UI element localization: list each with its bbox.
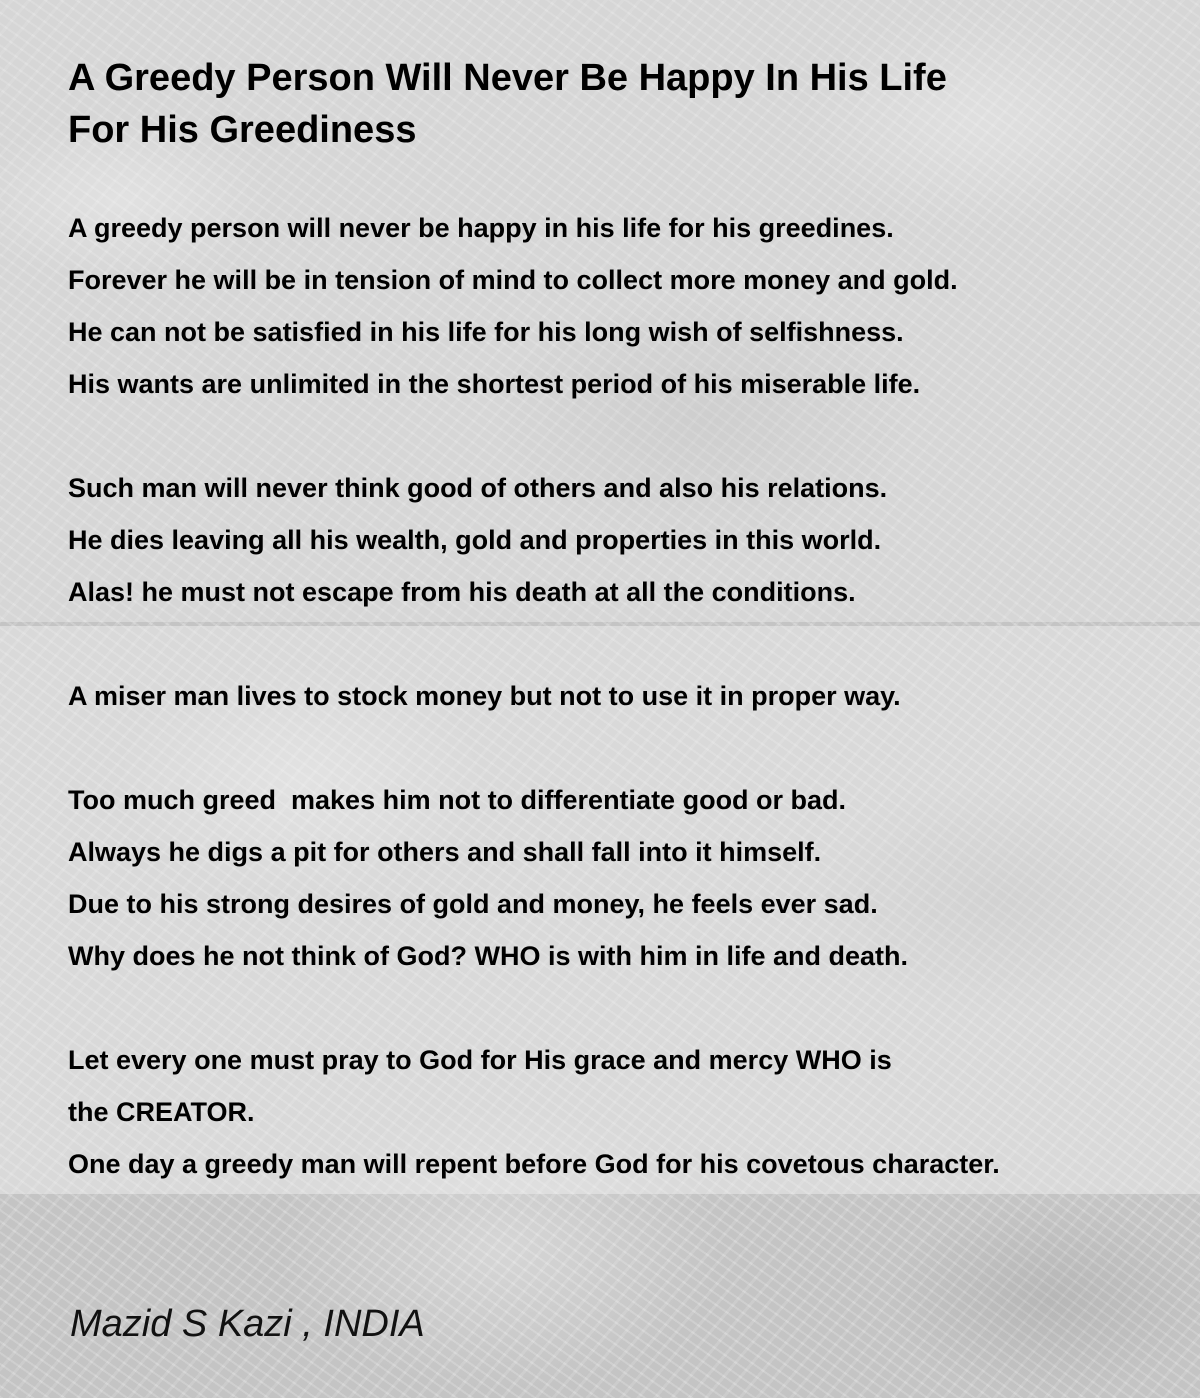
poem-line: Such man will never think good of others and also his relations. <box>68 473 888 503</box>
poem-line: the CREATOR. <box>68 1097 255 1127</box>
poem-line: Let every one must pray to God for His grace and mercy WHO is <box>68 1045 892 1075</box>
poem-line: His wants are unlimited in the shortest period of his miserable life. <box>68 369 921 399</box>
poem-author: Mazid S Kazi , INDIA <box>70 1303 425 1345</box>
poem-line: A miser man lives to stock money but not to use it in proper way. <box>68 681 901 711</box>
poem-line: A greedy person will never be happy in his life for his greedines. <box>68 213 894 243</box>
poem-title: A Greedy Person Will Never Be Happy In His Life For His Greediness <box>68 57 947 151</box>
poem-line: Alas! he must not escape from his death at all the conditions. <box>68 577 856 607</box>
stanza-5 <box>68 1034 1193 1190</box>
stanza-1 <box>68 202 1193 410</box>
stanza-3 <box>68 670 1193 722</box>
stanza-2 <box>68 462 1193 618</box>
poem-line: Due to his strong desires of gold and money, he feels ever sad. <box>68 889 878 919</box>
poem-line: Always he digs a pit for others and shall fall into it himself. <box>68 837 822 867</box>
poem-line: He can not be satisfied in his life for his long wish of selfishness. <box>68 317 904 347</box>
poem-body <box>68 202 1193 1190</box>
poem-line: He dies leaving all his wealth, gold and properties in this world. <box>68 525 882 555</box>
poem-line: Too much greed makes him not to differentiate good or bad. <box>68 785 847 815</box>
poem-line: Why does he not think of God? WHO is with him in life and death. <box>68 941 908 971</box>
poem-line: One day a greedy man will repent before God for his covetous character. <box>68 1149 1000 1179</box>
poem-content <box>68 52 1193 1190</box>
poem-line: Forever he will be in tension of mind to collect more money and gold. <box>68 265 958 295</box>
stanza-4 <box>68 774 1193 982</box>
